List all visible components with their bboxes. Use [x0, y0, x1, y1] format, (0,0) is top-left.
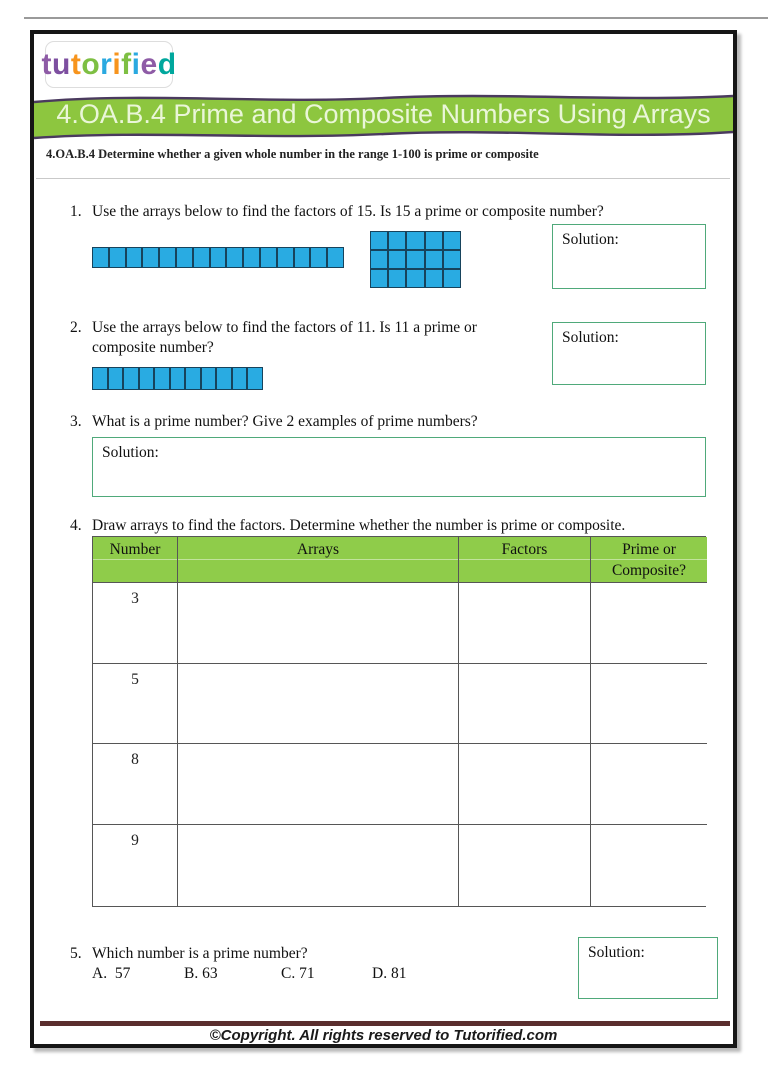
array-cell	[443, 250, 461, 269]
table-row-4-factors-cell[interactable]	[459, 825, 591, 906]
array-cell	[216, 367, 232, 390]
question-4	[70, 516, 730, 536]
array-cell	[126, 247, 143, 268]
table-header-prime-composite: Prime or Composite?	[591, 537, 707, 583]
array-cell	[232, 367, 248, 390]
array-cell	[443, 231, 461, 250]
table-row-3-factors-cell[interactable]	[459, 744, 591, 825]
logo-letter: r	[100, 47, 113, 81]
logo-letter: o	[81, 47, 101, 81]
array-cell	[92, 247, 109, 268]
question-5-number: 5.	[70, 945, 82, 962]
option-d: D. 81	[372, 965, 407, 982]
logo-letter: e	[140, 47, 158, 81]
logo-letter: f	[121, 47, 132, 81]
page-title: 4.OA.B.4 Prime and Composite Numbers Using Arrays	[56, 98, 711, 129]
array-cell	[406, 231, 424, 250]
array-cell	[406, 250, 424, 269]
table-row-2-factors-cell[interactable]	[459, 664, 591, 745]
copyright-text: ©Copyright. All rights reserved to Tutorified.com	[209, 1027, 558, 1044]
array-cell	[154, 367, 170, 390]
solution-label-1: Solution:	[562, 231, 619, 248]
solution-box-5[interactable]	[578, 937, 718, 999]
array-cell	[139, 367, 155, 390]
logo-letter: t	[41, 47, 52, 81]
footer-divider	[40, 1021, 730, 1026]
solution-label-3: Solution:	[102, 444, 159, 461]
table-header-number: Number	[93, 537, 178, 583]
page-top-rule	[24, 17, 768, 19]
array-cell	[425, 231, 443, 250]
standard-description: 4.OA.B.4 Determine whether a given whole number in the range 1-100 is prime or composite	[46, 147, 539, 161]
array-cell	[388, 269, 406, 288]
array-cell	[388, 231, 406, 250]
title-banner	[34, 88, 733, 140]
question-3	[70, 412, 710, 432]
array-cell	[108, 367, 124, 390]
solution-label-2: Solution:	[562, 329, 619, 346]
table-row-2-prime-cell[interactable]	[591, 664, 707, 745]
array-cell	[310, 247, 327, 268]
table-header-arrays: Arrays	[178, 537, 459, 583]
question-3-text: What is a prime number? Give 2 examples of prime numbers?	[92, 413, 478, 430]
array-3x5	[370, 231, 461, 288]
array-cell	[370, 250, 388, 269]
array-cell	[327, 247, 344, 268]
array-1x11	[92, 367, 263, 390]
worksheet-frame	[30, 30, 737, 1048]
array-cell	[243, 247, 260, 268]
table-row-3-prime-cell[interactable]	[591, 744, 707, 825]
solution-box-2[interactable]	[552, 322, 706, 385]
question-1-text: Use the arrays below to find the factors of 15. Is 15 a prime or composite number?	[92, 203, 604, 220]
table-row-2-number: 5	[93, 664, 178, 745]
array-cell	[92, 367, 108, 390]
array-cell	[388, 250, 406, 269]
solution-box-1[interactable]	[552, 224, 706, 289]
question-2-text: Use the arrays below to find the factors of 11. Is 11 a prime or composite number?	[92, 319, 477, 356]
array-cell	[170, 367, 186, 390]
array-cell	[406, 269, 424, 288]
array-cell	[425, 250, 443, 269]
option-c: C. 71	[281, 965, 315, 982]
table-row-4-number: 9	[93, 825, 178, 906]
table-row-1-arrays-cell[interactable]	[178, 583, 459, 664]
array-cell	[159, 247, 176, 268]
logo-letter: u	[51, 47, 71, 81]
question-3-number: 3.	[70, 413, 82, 430]
question-1-number: 1.	[70, 203, 82, 220]
array-cell	[294, 247, 311, 268]
solution-label-5: Solution:	[588, 944, 645, 961]
question-2	[70, 318, 538, 358]
array-cell	[370, 269, 388, 288]
array-cell	[370, 231, 388, 250]
array-cell	[247, 367, 263, 390]
factors-table	[92, 536, 706, 907]
array-cell	[277, 247, 294, 268]
standard-description-box	[36, 138, 730, 179]
table-row-4-prime-cell[interactable]	[591, 825, 707, 906]
table-row-1-number: 3	[93, 583, 178, 664]
table-row-4-arrays-cell[interactable]	[178, 825, 459, 906]
table-row-3-number: 8	[93, 744, 178, 825]
table-row-3-arrays-cell[interactable]	[178, 744, 459, 825]
array-cell	[201, 367, 217, 390]
option-a: A. 57	[92, 965, 131, 982]
option-b: B. 63	[184, 965, 218, 982]
table-row-1-prime-cell[interactable]	[591, 583, 707, 664]
table-header-factors: Factors	[459, 537, 591, 583]
solution-box-3[interactable]	[92, 437, 706, 497]
array-cell	[226, 247, 243, 268]
question-5-options	[92, 965, 512, 985]
tutorified-logo	[41, 41, 177, 88]
array-cell	[210, 247, 227, 268]
question-4-text: Draw arrays to find the factors. Determine whether the number is prime or composite.	[92, 517, 626, 534]
array-cell	[425, 269, 443, 288]
array-cell	[109, 247, 126, 268]
array-1x15	[92, 247, 344, 268]
question-2-number: 2.	[70, 319, 82, 336]
question-1	[70, 202, 710, 222]
logo-letter: i	[112, 47, 122, 81]
array-cell	[260, 247, 277, 268]
logo-letter: t	[70, 47, 82, 81]
question-5-text: Which number is a prime number?	[92, 945, 308, 962]
array-cell	[176, 247, 193, 268]
array-cell	[443, 269, 461, 288]
logo-letter: d	[157, 47, 177, 81]
array-cell	[142, 247, 159, 268]
logo-letter: i	[131, 47, 141, 81]
table-row-2-arrays-cell[interactable]	[178, 664, 459, 745]
question-4-number: 4.	[70, 517, 82, 534]
array-cell	[193, 247, 210, 268]
table-row-1-factors-cell[interactable]	[459, 583, 591, 664]
question-5	[70, 944, 550, 964]
array-cell	[185, 367, 201, 390]
array-cell	[123, 367, 139, 390]
